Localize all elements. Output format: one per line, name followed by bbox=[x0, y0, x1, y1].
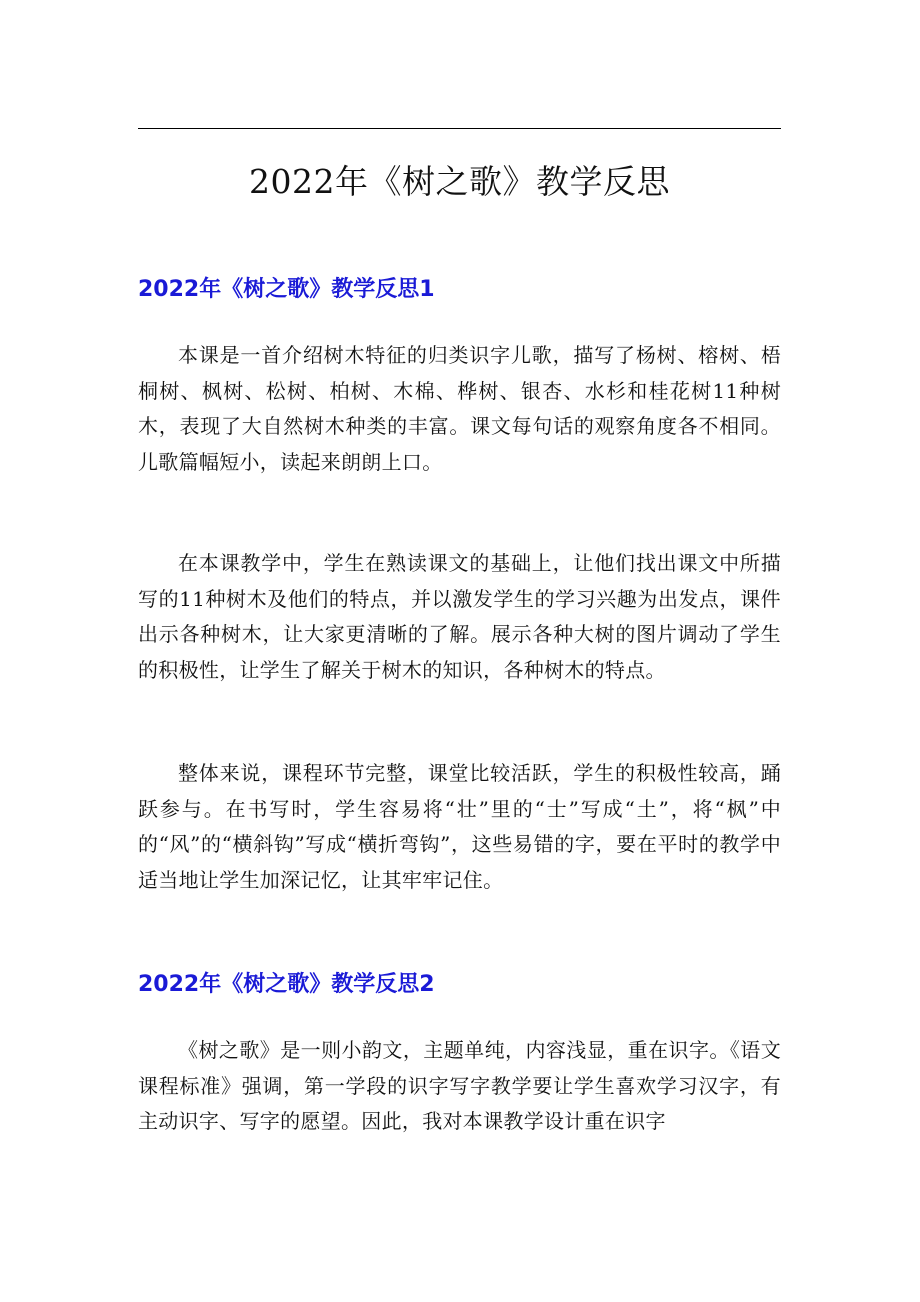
header-rule bbox=[138, 128, 781, 129]
section-heading-2: 2022年《树之歌》教学反思2 bbox=[138, 972, 435, 997]
paragraph-4: 《树之歌》是一则小韵文，主题单纯，内容浅显，重在识字。《语文课程标准》强调，第一学段的识字写字教学要让学生喜欢学习汉字，有主动识字、写字的愿望。因此，我对本课教学设计重在识字 bbox=[138, 1038, 781, 1134]
paragraph-3: 整体来说，课程环节完整，课堂比较活跃，学生的积极性较高，踊跃参与。在书写时，学生容易将“壮”里的“士”写成“土”，将“枫”中的“风”的“横斜钩”写成“横折弯钩”，这些易错的字，要在平时的教学中适当地让学生加深记忆，让其牢牢记住。 bbox=[138, 761, 781, 892]
document-title: 2022年《树之歌》教学反思 bbox=[249, 162, 670, 201]
paragraph-2: 在本课教学中，学生在熟读课文的基础上，让他们找出课文中所描写的11种树木及他们的特点，并以激发学生的学习兴趣为出发点，课件出示各种树木，让大家更清晰的了解。展示各种大树的图片调动了学生的积极性，让学生了解关于树木的知识，各种树木的特点。 bbox=[138, 551, 781, 682]
paragraph-1: 本课是一首介绍树木特征的归类识字儿歌，描写了杨树、榕树、梧桐树、枫树、松树、柏树、木棉、桦树、银杏、水杉和桂花树11种树木，表现了大自然树木种类的丰富。课文每句话的观察角度各不相同。儿歌篇幅短小，读起来朗朗上口。 bbox=[138, 343, 781, 474]
section-heading-1: 2022年《树之歌》教学反思1 bbox=[138, 277, 435, 302]
